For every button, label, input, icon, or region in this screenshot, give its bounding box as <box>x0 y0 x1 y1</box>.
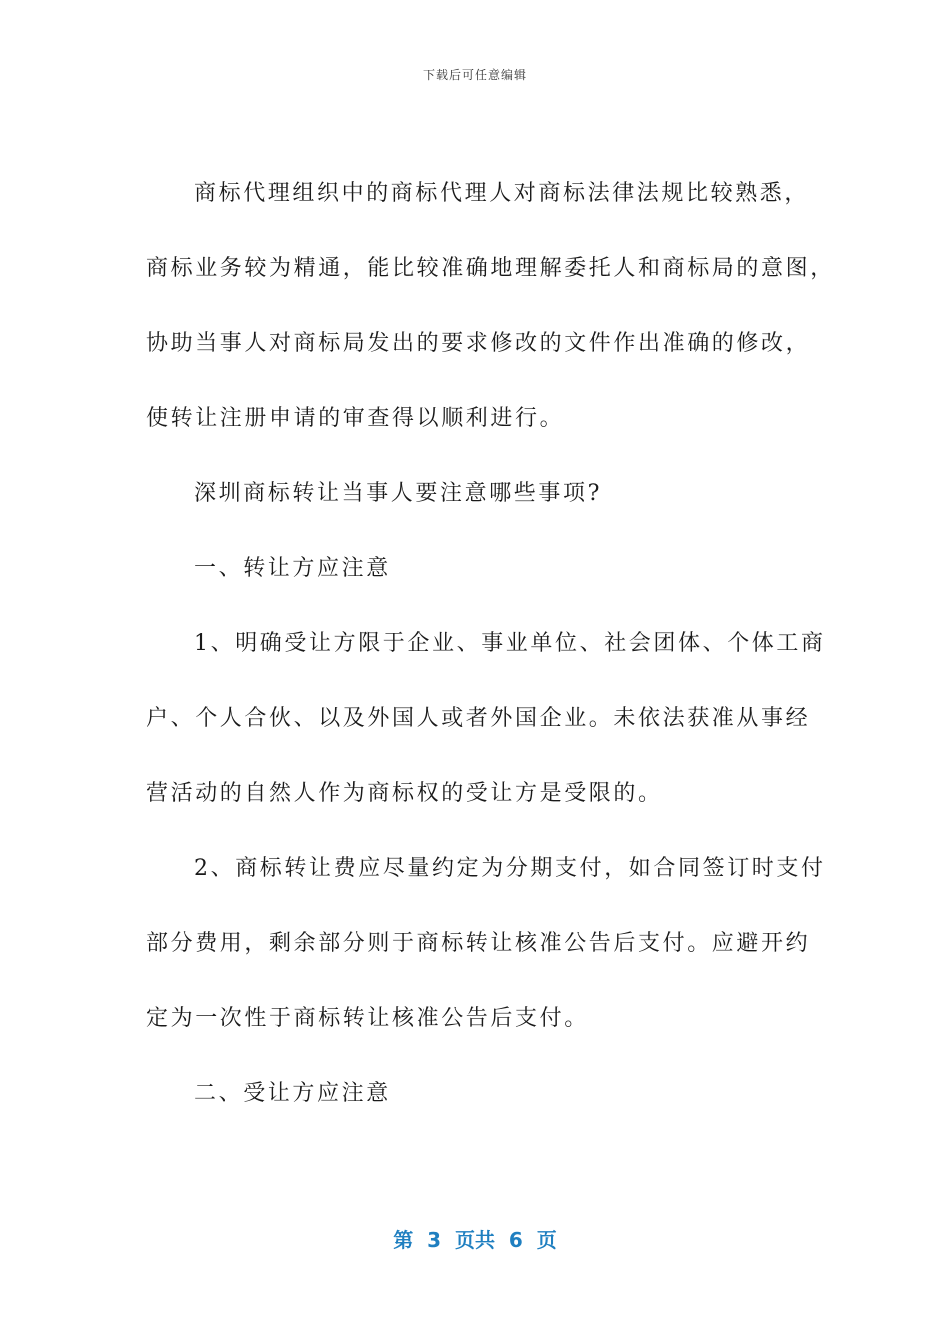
text-line: 协助当事人对商标局发出的要求修改的文件作出准确的修改， <box>146 331 811 356</box>
text-line: 使转让注册申请的审查得以顺利进行。 <box>146 406 565 431</box>
document-body <box>146 174 835 1149</box>
text-line: 1、明确受让方限于企业、事业单位、社会团体、个体工商 <box>194 631 826 656</box>
page-number-footer: 第 3 页共 6 页 <box>393 1228 557 1252</box>
text-line: 部分费用，剩余部分则于商标转让核准公告后支付。应避开约 <box>146 931 811 956</box>
text-line: 商标业务较为精通，能比较准确地理解委托人和商标局的意图， <box>146 256 835 281</box>
text-line: 营活动的自然人作为商标权的受让方是受限的。 <box>146 781 663 806</box>
section-heading: 二、受让方应注意 <box>194 1081 391 1106</box>
text-line: 商标代理组织中的商标代理人对商标法律法规比较熟悉， <box>194 181 810 206</box>
section-heading: 一、转让方应注意 <box>194 556 391 581</box>
text-line: 2、商标转让费应尽量约定为分期支付，如合同签订时支付 <box>194 856 826 881</box>
question-heading: 深圳商标转让当事人要注意哪些事项? <box>194 481 602 506</box>
page-header: 下载后可任意编辑 <box>422 68 527 82</box>
text-line: 定为一次性于商标转让核准公告后支付。 <box>146 1006 589 1031</box>
text-line: 户、个人合伙、以及外国人或者外国企业。未依法获准从事经 <box>146 706 811 731</box>
